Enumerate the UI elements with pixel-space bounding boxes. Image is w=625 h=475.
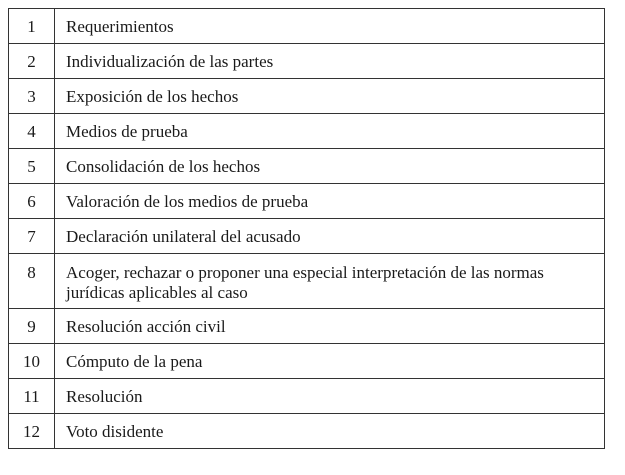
row-text: Acoger, rechazar o proponer una especial interpretación de las normas jurídicas aplicables al caso xyxy=(55,254,605,309)
row-number: 6 xyxy=(9,184,55,219)
items-table-body xyxy=(9,9,605,449)
row-number: 2 xyxy=(9,44,55,79)
row-text: Medios de prueba xyxy=(55,114,605,149)
row-text: Resolución xyxy=(55,379,605,414)
row-number: 1 xyxy=(9,9,55,44)
table-row xyxy=(9,309,605,344)
row-text: Voto disidente xyxy=(55,414,605,449)
row-text: Requerimientos xyxy=(55,9,605,44)
row-number: 7 xyxy=(9,219,55,254)
row-number: 11 xyxy=(9,379,55,414)
row-text: Cómputo de la pena xyxy=(55,344,605,379)
table-row xyxy=(9,79,605,114)
table-row xyxy=(9,414,605,449)
table-row xyxy=(9,344,605,379)
row-number: 10 xyxy=(9,344,55,379)
row-number: 4 xyxy=(9,114,55,149)
items-table xyxy=(8,8,605,449)
table-row xyxy=(9,219,605,254)
table-row xyxy=(9,379,605,414)
row-number: 12 xyxy=(9,414,55,449)
table-row xyxy=(9,184,605,219)
row-text: Resolución acción civil xyxy=(55,309,605,344)
row-number: 5 xyxy=(9,149,55,184)
row-text: Declaración unilateral del acusado xyxy=(55,219,605,254)
row-text: Exposición de los hechos xyxy=(55,79,605,114)
row-number: 3 xyxy=(9,79,55,114)
table-row xyxy=(9,44,605,79)
table-row xyxy=(9,254,605,309)
row-text: Valoración de los medios de prueba xyxy=(55,184,605,219)
table-row xyxy=(9,114,605,149)
table-row xyxy=(9,9,605,44)
row-text: Individualización de las partes xyxy=(55,44,605,79)
row-number: 8 xyxy=(9,254,55,309)
table-row xyxy=(9,149,605,184)
row-text: Consolidación de los hechos xyxy=(55,149,605,184)
row-number: 9 xyxy=(9,309,55,344)
